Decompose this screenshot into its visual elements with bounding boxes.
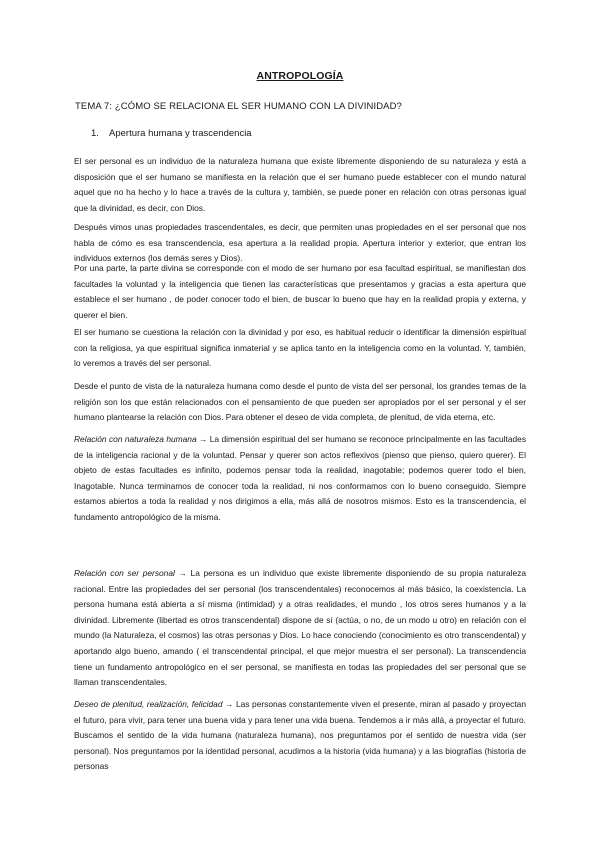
paragraph-body: → La persona es un individuo que existe libremente disponiendo de su propia naturaleza racional. Entre las propiedades del ser personal (los transcendentales) reconocemos al más básico, la coexistencia. La persona humana está abierta a sí misma (intimidad) y a otras realidades, el mundo , los otros seres humanos y a la divinidad. Libremente (libertad es otros transcendental) dispone de sí (actúa, o no, de un modo u otro) en relación con el mundo (la Naturaleza, el cosmos) las otras personas y Dios. Lo hace conociendo (conocimiento es otro transcendental) y aportando algo bueno, amando ( el transcendental principal, el que mejor muestra el ser personal). La transcendencia tiene un fundamento antropológico en el ser personal, se manifiesta en todas las propiedades del ser personal que se llaman transcendentales. — [74, 568, 526, 688]
paragraph-lead: Relación con naturaleza humana — [74, 434, 197, 444]
section-title: Apertura humana y trascendencia — [109, 128, 252, 139]
paragraph-body: → La dimensión espiritual del ser humano se reconoce principalmente en las facultades de la inteligencia racional y de la voluntad. Pensar y querer son actos reflexivos (pienso que pienso, quiero querer). El objeto de estas facultades es infinito, podemos pensar toda la realidad, inagotable; podemos querer todo el bien, Inagotable. Nunca terminamos de conocer toda la realidad, ni nos conformamos con lo bueno conseguido. Siempre estamos abiertos a toda la realidad y nos dirigimos a ella, más allá de nosotros mismos. Esto es la transcendencia, el fundamento antropológico de la misma. — [74, 434, 527, 522]
paragraph-2: Después vimos unas propiedades trascendentales, es decir, que permiten unas propiedades en el ser personal que nos habla de cómo es esa transcendencia, esa apertura a la realidad propia. Apertura interior y exterior, que entran los individuos externos (los demás seres y Dios). — [74, 222, 526, 264]
paragraph-ser-personal — [74, 566, 526, 691]
paragraph-lead: Deseo de plenitud, realización, felicidad — [74, 699, 223, 709]
paragraph-deseo-plenitud — [74, 697, 526, 775]
topic-heading: TEMA 7: ¿CÓMO SE RELACIONA EL SER HUMANO CON LA DIVINIDAD? — [75, 101, 402, 112]
paragraph-lead: Relación con ser personal — [74, 568, 175, 578]
section-heading — [91, 128, 252, 139]
paragraph-1: El ser personal es un individuo de la naturaleza humana que existe libremente disponiendo de su naturaleza y está a disposición que el ser humano se manifiesta en la relación que el ser humano puede establecer con el mundo natural aquel que no ha hecho y lo hace a través de la cultura y, también, se puede poner en relación con otras personas igual que la divinidad, es decir, con Dios. — [74, 156, 526, 213]
paragraph-3: Por una parte, la parte divina se corresponde con el modo de ser humano por esa facultad espiritual, se manifiestan dos facultades la voluntad y la inteligencia que tienen las características que presentamos y gracias a esta apertura que establece el ser humano , de poder conocer todo el bien, de buscar lo bueno que hay en la realidad propia y externa, y querer el bien. — [74, 263, 526, 320]
section-number: 1. — [91, 128, 99, 139]
paragraph-naturaleza-humana — [74, 432, 526, 526]
paragraph-4: El ser humano se cuestiona la relación con la divinidad y por eso, es habitual reducir o identificar la dimensión espiritual con la religiosa, ya que espiritual significa inmaterial y se aplica tanto en la inteligencia como en la voluntad. Y, también, lo veremos a través del ser personal. — [74, 327, 526, 369]
paragraph-5: Desde el punto de vista de la naturaleza humana como desde el punto de vista del ser personal, los grandes temas de la religión son los que están relacionados con el pensamiento de que pueden ser apropiados por el ser personal y el ser humano plantearse la relación con Dios. Para obtener el deseo de vida completa, de plenitud, de vida eterna, etc. — [74, 381, 526, 423]
document-title: ANTROPOLOGÍA — [256, 70, 344, 82]
paragraph-body: → Las personas constantemente viven el presente, miran al pasado y proyectan el futuro, para vivir, para tener una buena vida y para tener una vida buena. Tendemos a ir más allá, a proyectar el futuro. Buscamos el sentido de la vida humana (naturaleza humana), nos preguntamos por el sentido de nuestra vida (ser personal). Nos preguntamos por la identidad personal, acudimos a la historia (vida humana) y a las biografías (historia de personas — [74, 699, 526, 772]
